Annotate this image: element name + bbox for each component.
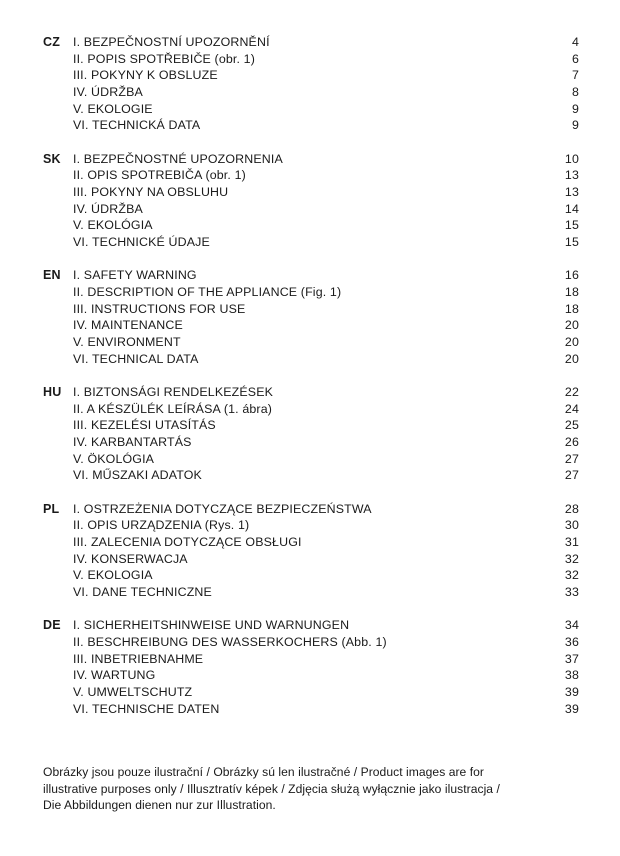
entry-title: I. BEZPEČNOSTNÍ UPOZORNĚNÍ — [73, 35, 270, 49]
toc-entry[interactable] — [0, 517, 620, 534]
entry-page: 32 — [564, 568, 579, 583]
toc-entry[interactable] — [0, 634, 620, 651]
entry-title: V. ENVIRONMENT — [73, 335, 181, 349]
entry-title: VI. TECHNICKÉ ÚDAJE — [73, 235, 210, 250]
toc-section-hu — [0, 384, 620, 484]
entry-page: 9 — [571, 101, 579, 116]
toc-entry[interactable] — [0, 67, 620, 84]
entry-title: III. POKYNY K OBSLUZE — [73, 68, 218, 83]
toc-entry[interactable] — [0, 434, 620, 451]
entry-page: 4 — [571, 35, 579, 49]
toc-entry[interactable] — [0, 317, 620, 334]
entry-title: VI. TECHNISCHE DATEN — [73, 701, 220, 716]
language-code: DE — [43, 618, 61, 633]
entry-page: 26 — [564, 434, 579, 449]
toc-entry[interactable] — [0, 217, 620, 234]
entry-title: V. ÖKOLÓGIA — [73, 451, 155, 466]
entry-page: 7 — [571, 68, 579, 83]
entry-page: 27 — [564, 451, 579, 466]
entry-title: II. OPIS SPOTREBIČA (obr. 1) — [73, 168, 246, 183]
toc-entry[interactable] — [0, 34, 620, 51]
entry-title: V. EKOLOGIA — [73, 568, 153, 583]
entry-page: 34 — [564, 618, 579, 633]
entry-title: V. EKOLOGIE — [73, 101, 153, 116]
toc-entry[interactable] — [0, 584, 620, 601]
toc-entry[interactable] — [0, 51, 620, 68]
entry-title: I. BEZPEČNOSTNÉ UPOZORNENIA — [73, 151, 283, 166]
entry-page: 31 — [564, 534, 579, 549]
toc-entry[interactable] — [0, 334, 620, 351]
entry-title: III. KEZELÉSI UTASÍTÁS — [73, 418, 216, 433]
toc-entry[interactable] — [0, 501, 620, 518]
entry-page: 30 — [564, 518, 579, 533]
entry-title: VI. DANE TECHNICZNE — [73, 584, 212, 599]
entry-page: 22 — [564, 384, 579, 399]
entry-title: II. DESCRIPTION OF THE APPLIANCE (Fig. 1) — [73, 284, 342, 299]
entry-page: 14 — [564, 201, 579, 216]
toc-entry[interactable] — [0, 684, 620, 701]
entry-title: I. SICHERHEITSHINWEISE UND WARNUNGEN — [73, 618, 350, 633]
toc-entry[interactable] — [0, 467, 620, 484]
entry-page: 25 — [564, 418, 579, 433]
entry-title: VI. TECHNICAL DATA — [73, 351, 199, 366]
entry-page: 15 — [564, 218, 579, 233]
entry-page: 16 — [564, 268, 579, 283]
entry-page: 9 — [571, 118, 579, 133]
entry-page: 39 — [564, 684, 579, 699]
toc-entry[interactable] — [0, 284, 620, 301]
toc-entry[interactable] — [0, 551, 620, 568]
toc-entry[interactable] — [0, 201, 620, 218]
table-of-contents — [0, 34, 620, 734]
entry-title: I. OSTRZEŻENIA DOTYCZĄCE BEZPIECZEŃSTWA — [73, 501, 372, 516]
entry-page: 20 — [564, 351, 579, 366]
toc-section-en — [0, 267, 620, 367]
entry-page: 20 — [564, 318, 579, 333]
entry-title: II. POPIS SPOTŘEBIČE (obr. 1) — [73, 51, 255, 66]
entry-title: VI. MŰSZAKI ADATOK — [73, 468, 202, 483]
language-code: CZ — [43, 35, 61, 49]
entry-page: 39 — [564, 701, 579, 716]
toc-entry[interactable] — [0, 117, 620, 134]
toc-entry[interactable] — [0, 101, 620, 118]
toc-entry[interactable] — [0, 351, 620, 368]
language-code: EN — [43, 268, 61, 283]
toc-section-cz — [0, 34, 620, 134]
toc-entry[interactable] — [0, 84, 620, 101]
toc-entry[interactable] — [0, 167, 620, 184]
entry-title: I. SAFETY WARNING — [73, 268, 197, 283]
toc-entry[interactable] — [0, 417, 620, 434]
language-code: HU — [43, 384, 62, 399]
entry-title: III. INBETRIEBNAHME — [73, 651, 204, 666]
entry-title: I. BIZTONSÁGI RENDELKEZÉSEK — [73, 384, 274, 399]
toc-entry[interactable] — [0, 184, 620, 201]
entry-title: II. BESCHREIBUNG DES WASSERKOCHERS (Abb. 1) — [73, 634, 387, 649]
entry-page: 33 — [564, 584, 579, 599]
entry-page: 32 — [564, 551, 579, 566]
entry-page: 24 — [564, 401, 579, 416]
toc-entry[interactable] — [0, 401, 620, 418]
toc-entry[interactable] — [0, 234, 620, 251]
toc-entry[interactable] — [0, 567, 620, 584]
entry-page: 28 — [564, 501, 579, 516]
entry-title: VI. TECHNICKÁ DATA — [73, 118, 201, 133]
entry-page: 27 — [564, 468, 579, 483]
toc-entry[interactable] — [0, 651, 620, 668]
entry-page: 10 — [564, 151, 579, 166]
entry-title: IV. MAINTENANCE — [73, 318, 183, 333]
entry-title: II. A KÉSZÜLÉK LEÍRÁSA (1. ábra) — [73, 401, 273, 416]
entry-title: II. OPIS URZĄDZENIA (Rys. 1) — [73, 518, 250, 533]
entry-title: V. EKOLÓGIA — [73, 218, 153, 233]
entry-page: 18 — [564, 301, 579, 316]
entry-page: 13 — [564, 168, 579, 183]
entry-page: 8 — [571, 85, 579, 100]
entry-title: V. UMWELTSCHUTZ — [73, 684, 193, 699]
entry-title: IV. KARBANTARTÁS — [73, 434, 192, 449]
toc-entry[interactable] — [0, 617, 620, 634]
disclaimer-line: Die Abbildungen dienen nur zur Illustration. — [43, 798, 276, 813]
disclaimer-line: Obrázky jsou pouze ilustrační / Obrázky sú len ilustračné / Product images are for — [43, 765, 485, 779]
entry-title: III. INSTRUCTIONS FOR USE — [73, 301, 246, 316]
entry-page: 38 — [564, 668, 579, 683]
entry-page: 20 — [564, 335, 579, 349]
language-code: PL — [43, 501, 60, 516]
language-code: SK — [43, 151, 61, 166]
entry-page: 18 — [564, 284, 579, 299]
entry-title: IV. KONSERWACJA — [73, 551, 188, 566]
toc-entry[interactable] — [0, 667, 620, 684]
entry-title: IV. ÚDRŽBA — [73, 85, 143, 100]
toc-section-sk — [0, 151, 620, 251]
entry-page: 6 — [571, 51, 579, 66]
toc-entry[interactable] — [0, 267, 620, 284]
entry-page: 15 — [564, 235, 579, 250]
toc-section-pl — [0, 501, 620, 601]
toc-section-de — [0, 617, 620, 717]
toc-entry[interactable] — [0, 151, 620, 168]
entry-title: IV. WARTUNG — [73, 668, 156, 683]
entry-title: III. POKYNY NA OBSLUHU — [73, 185, 229, 199]
entry-page: 36 — [564, 634, 579, 649]
entry-page: 13 — [564, 185, 579, 199]
entry-title: IV. ÚDRŽBA — [73, 201, 143, 216]
toc-entry[interactable] — [0, 384, 620, 401]
toc-entry[interactable] — [0, 534, 620, 551]
entry-title: III. ZALECENIA DOTYCZĄCE OBSŁUGI — [73, 534, 302, 549]
entry-page: 37 — [564, 651, 579, 666]
illustration-disclaimer — [43, 764, 583, 814]
toc-entry[interactable] — [0, 301, 620, 318]
toc-entry[interactable] — [0, 451, 620, 468]
disclaimer-line: illustrative purposes only / Illusztratív képek / Zdjęcia służą wyłącznie jako ilustracja / — [43, 781, 500, 796]
toc-entry[interactable] — [0, 701, 620, 718]
